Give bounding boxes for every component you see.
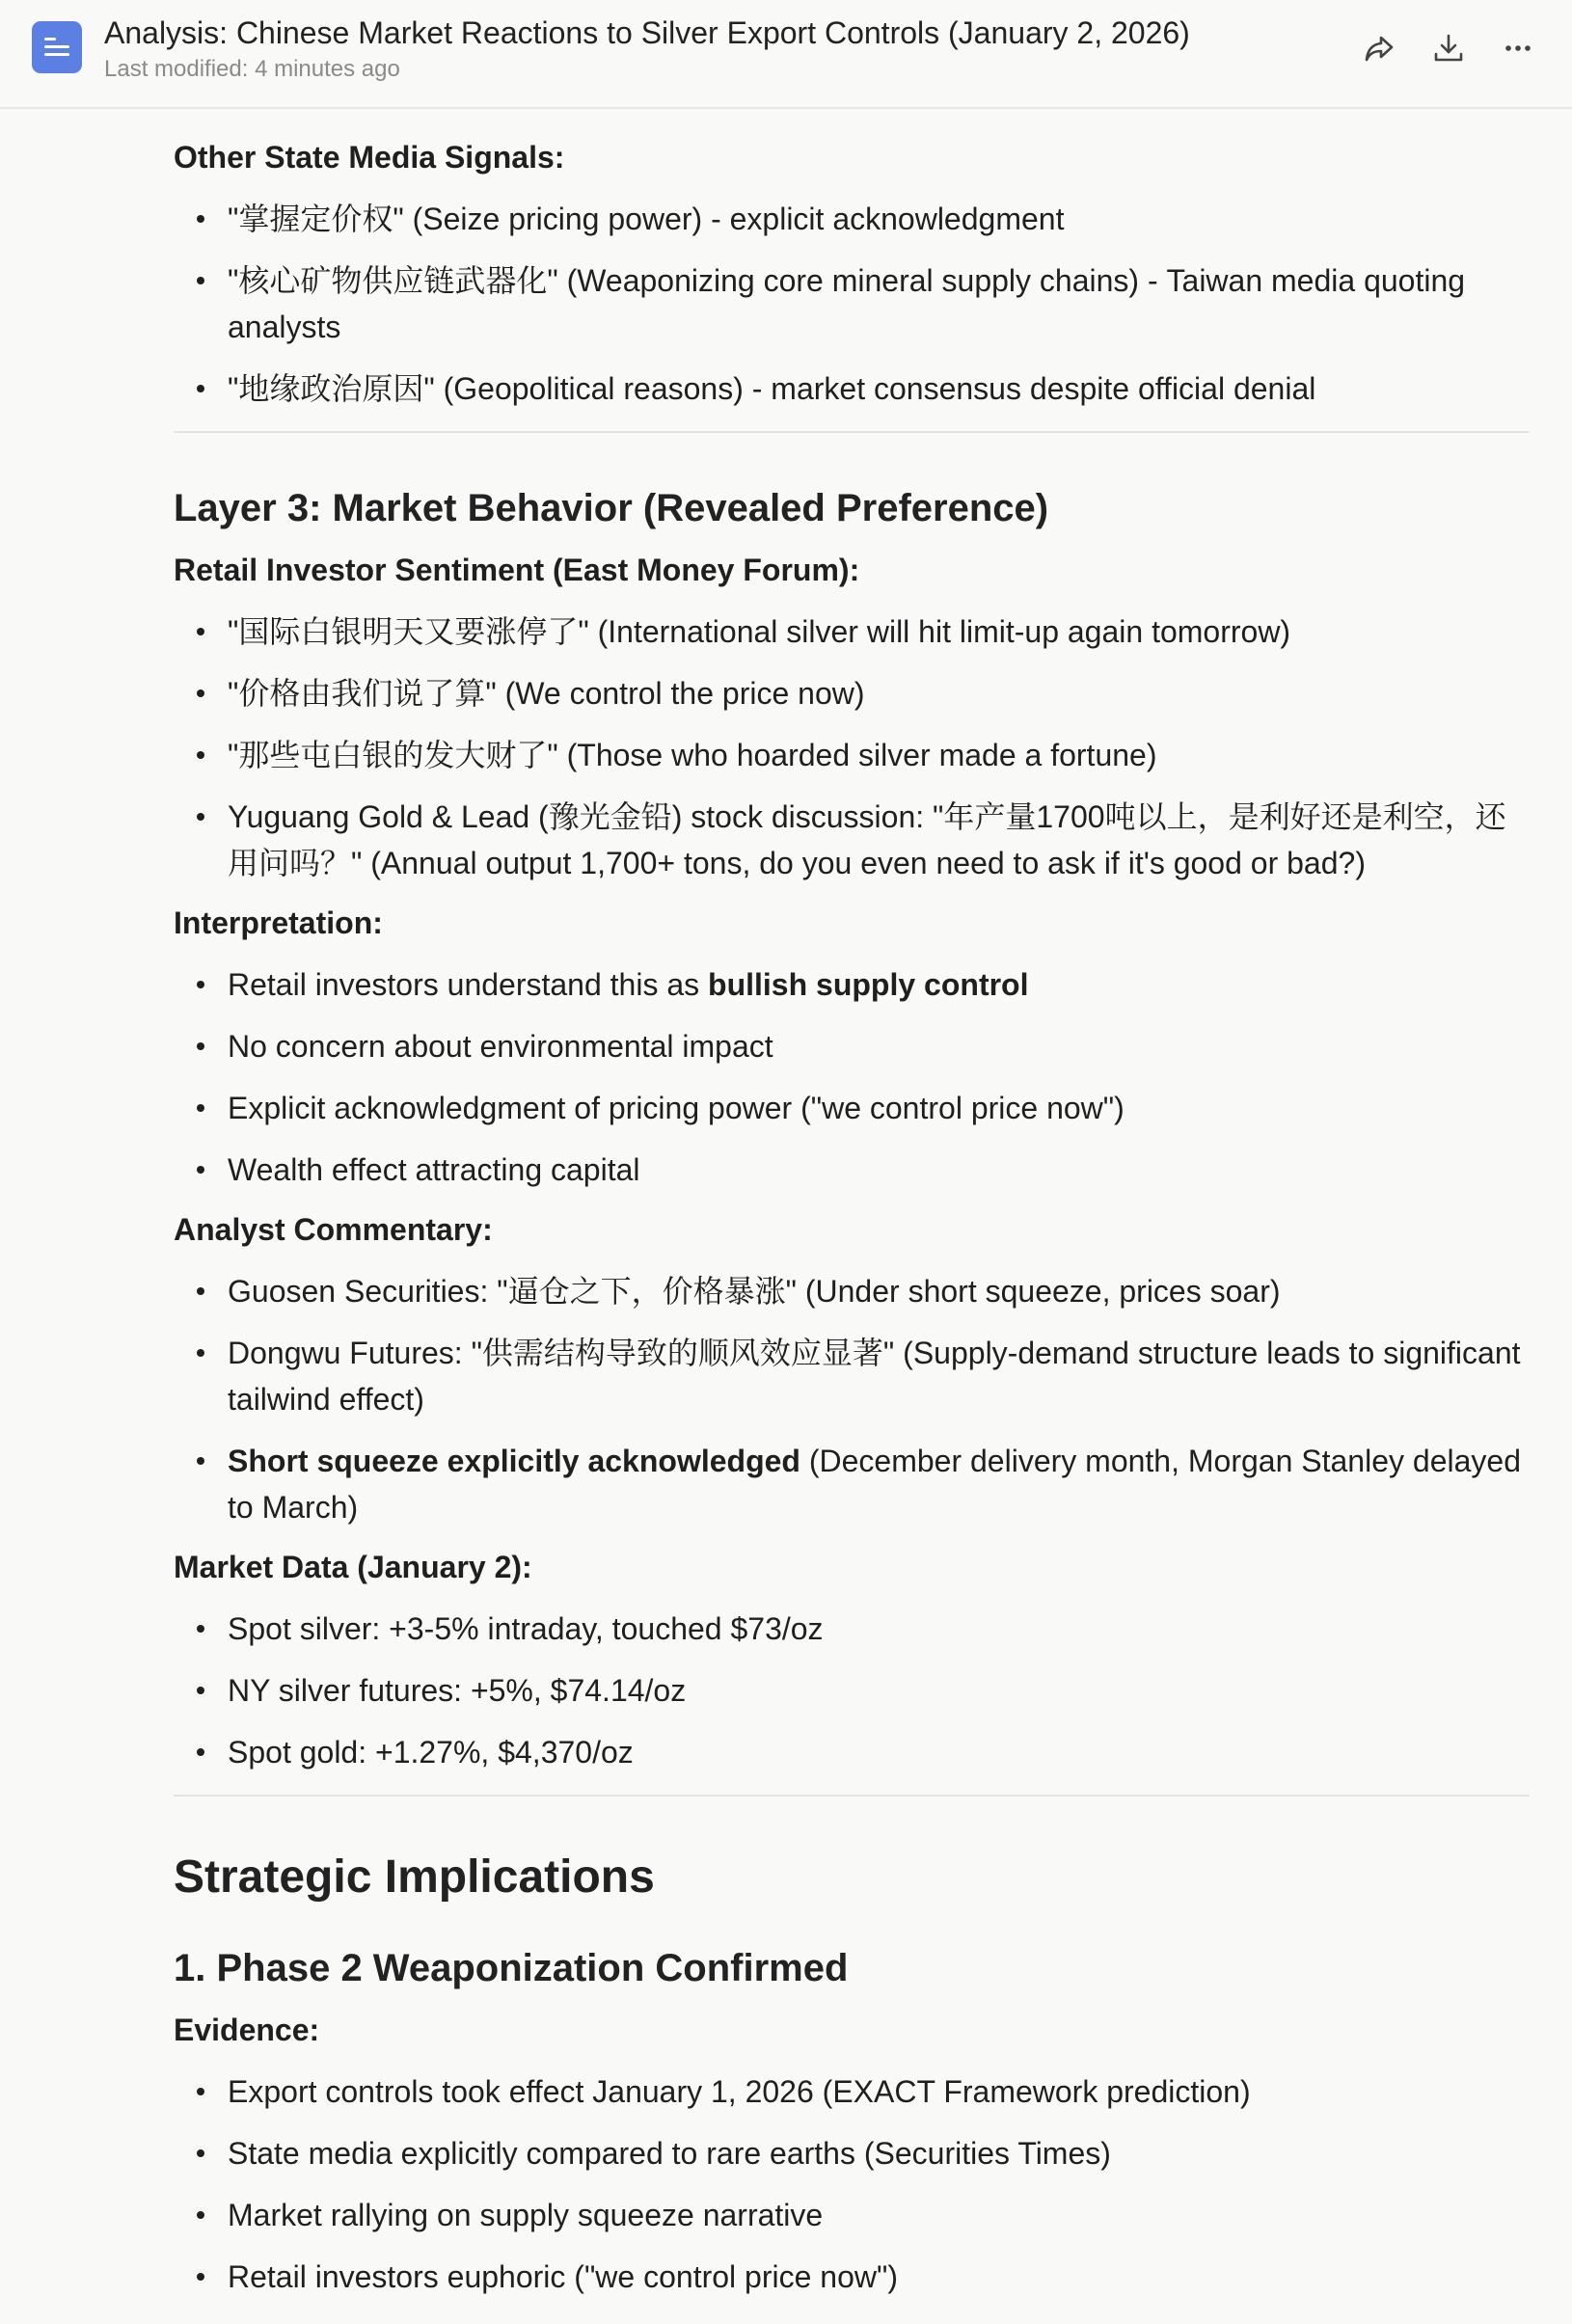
list-item: NY silver futures: +5%, $74.14/oz: [174, 1667, 1530, 1714]
list-item: "核心矿物供应链武器化" (Weaponizing core mineral supply chains) - Taiwan media quoting analysts: [174, 257, 1530, 350]
list-item: Spot gold: +1.27%, $4,370/oz: [174, 1729, 1530, 1775]
list-item: State media explicitly compared to rare earths (Securities Times): [174, 2130, 1530, 2176]
analyst-commentary-list: [174, 1268, 1530, 1530]
section-label-media-signals: Other State Media Signals:: [174, 140, 565, 175]
last-modified: Last modified: 4 minutes ago: [104, 56, 400, 82]
more-icon: [1501, 31, 1535, 66]
list-item: Export controls took effect January 1, 2026 (EXACT Framework prediction): [174, 2068, 1530, 2115]
list-item: Yuguang Gold & Lead (豫光金铅) stock discussion: "年产量1700吨以上，是利好还是利空，还用问吗？" (Annual output 1,700+ tons, do you even need to ask if it's good or bad?): [174, 794, 1530, 886]
list-item: "那些屯白银的发大财了" (Those who hoarded silver made a fortune): [174, 732, 1530, 778]
document-icon: [32, 21, 82, 73]
document-body: [174, 109, 1530, 2300]
list-item: Retail investors euphoric ("we control price now"): [174, 2254, 1530, 2300]
section-label-interpretation: Interpretation:: [174, 905, 383, 940]
interpretation-list: [174, 961, 1530, 1193]
section-label-analyst: Analyst Commentary:: [174, 1212, 493, 1247]
media-signals-list: [174, 196, 1530, 412]
section-heading-strategic: Strategic Implications: [174, 1851, 655, 1903]
evidence-list: [174, 2068, 1530, 2300]
list-item: Spot silver: +3-5% intraday, touched $73/oz: [174, 1606, 1530, 1652]
list-item: Wealth effect attracting capital: [174, 1147, 1530, 1193]
list-item: Guosen Securities: "逼仓之下，价格暴涨" (Under short squeeze, prices soar): [174, 1268, 1530, 1314]
share-icon: [1362, 31, 1396, 66]
list-item: Explicit acknowledgment of pricing power ("we control price now"): [174, 1085, 1530, 1131]
list-item: "掌握定价权" (Seize pricing power) - explicit acknowledgment: [174, 196, 1530, 242]
document-title: Analysis: Chinese Market Reactions to Silver Export Controls (January 2, 2026): [104, 15, 1190, 50]
list-item: No concern about environmental impact: [174, 1023, 1530, 1069]
share-button[interactable]: [1358, 27, 1400, 69]
list-item: "价格由我们说了算" (We control the price now): [174, 670, 1530, 716]
document-header: [0, 0, 1572, 109]
list-item: Retail investors understand this as bullish supply control: [174, 961, 1530, 1008]
list-item: Market rallying on supply squeeze narrative: [174, 2192, 1530, 2238]
more-button[interactable]: [1497, 27, 1539, 69]
download-icon: [1431, 31, 1466, 66]
download-button[interactable]: [1427, 27, 1470, 69]
retail-sentiment-list: [174, 608, 1530, 886]
subsection-heading-phase2: 1. Phase 2 Weaponization Confirmed: [174, 1947, 849, 1989]
list-item: Dongwu Futures: "供需结构导致的顺风效应显著" (Supply-demand structure leads to significant tailwind effect): [174, 1330, 1530, 1422]
section-label-market-data: Market Data (January 2):: [174, 1550, 532, 1584]
section-label-retail: Retail Investor Sentiment (East Money Forum):: [174, 553, 860, 587]
section-heading-layer3: Layer 3: Market Behavior (Revealed Preference): [174, 487, 1049, 529]
list-item: "地缘政治原因" (Geopolitical reasons) - market consensus despite official denial: [174, 365, 1530, 412]
list-item: "国际白银明天又要涨停了" (International silver will hit limit-up again tomorrow): [174, 608, 1530, 655]
market-data-list: [174, 1606, 1530, 1775]
section-label-evidence: Evidence:: [174, 2013, 320, 2047]
list-item: Short squeeze explicitly acknowledged (December delivery month, Morgan Stanley delayed to March): [174, 1438, 1530, 1530]
